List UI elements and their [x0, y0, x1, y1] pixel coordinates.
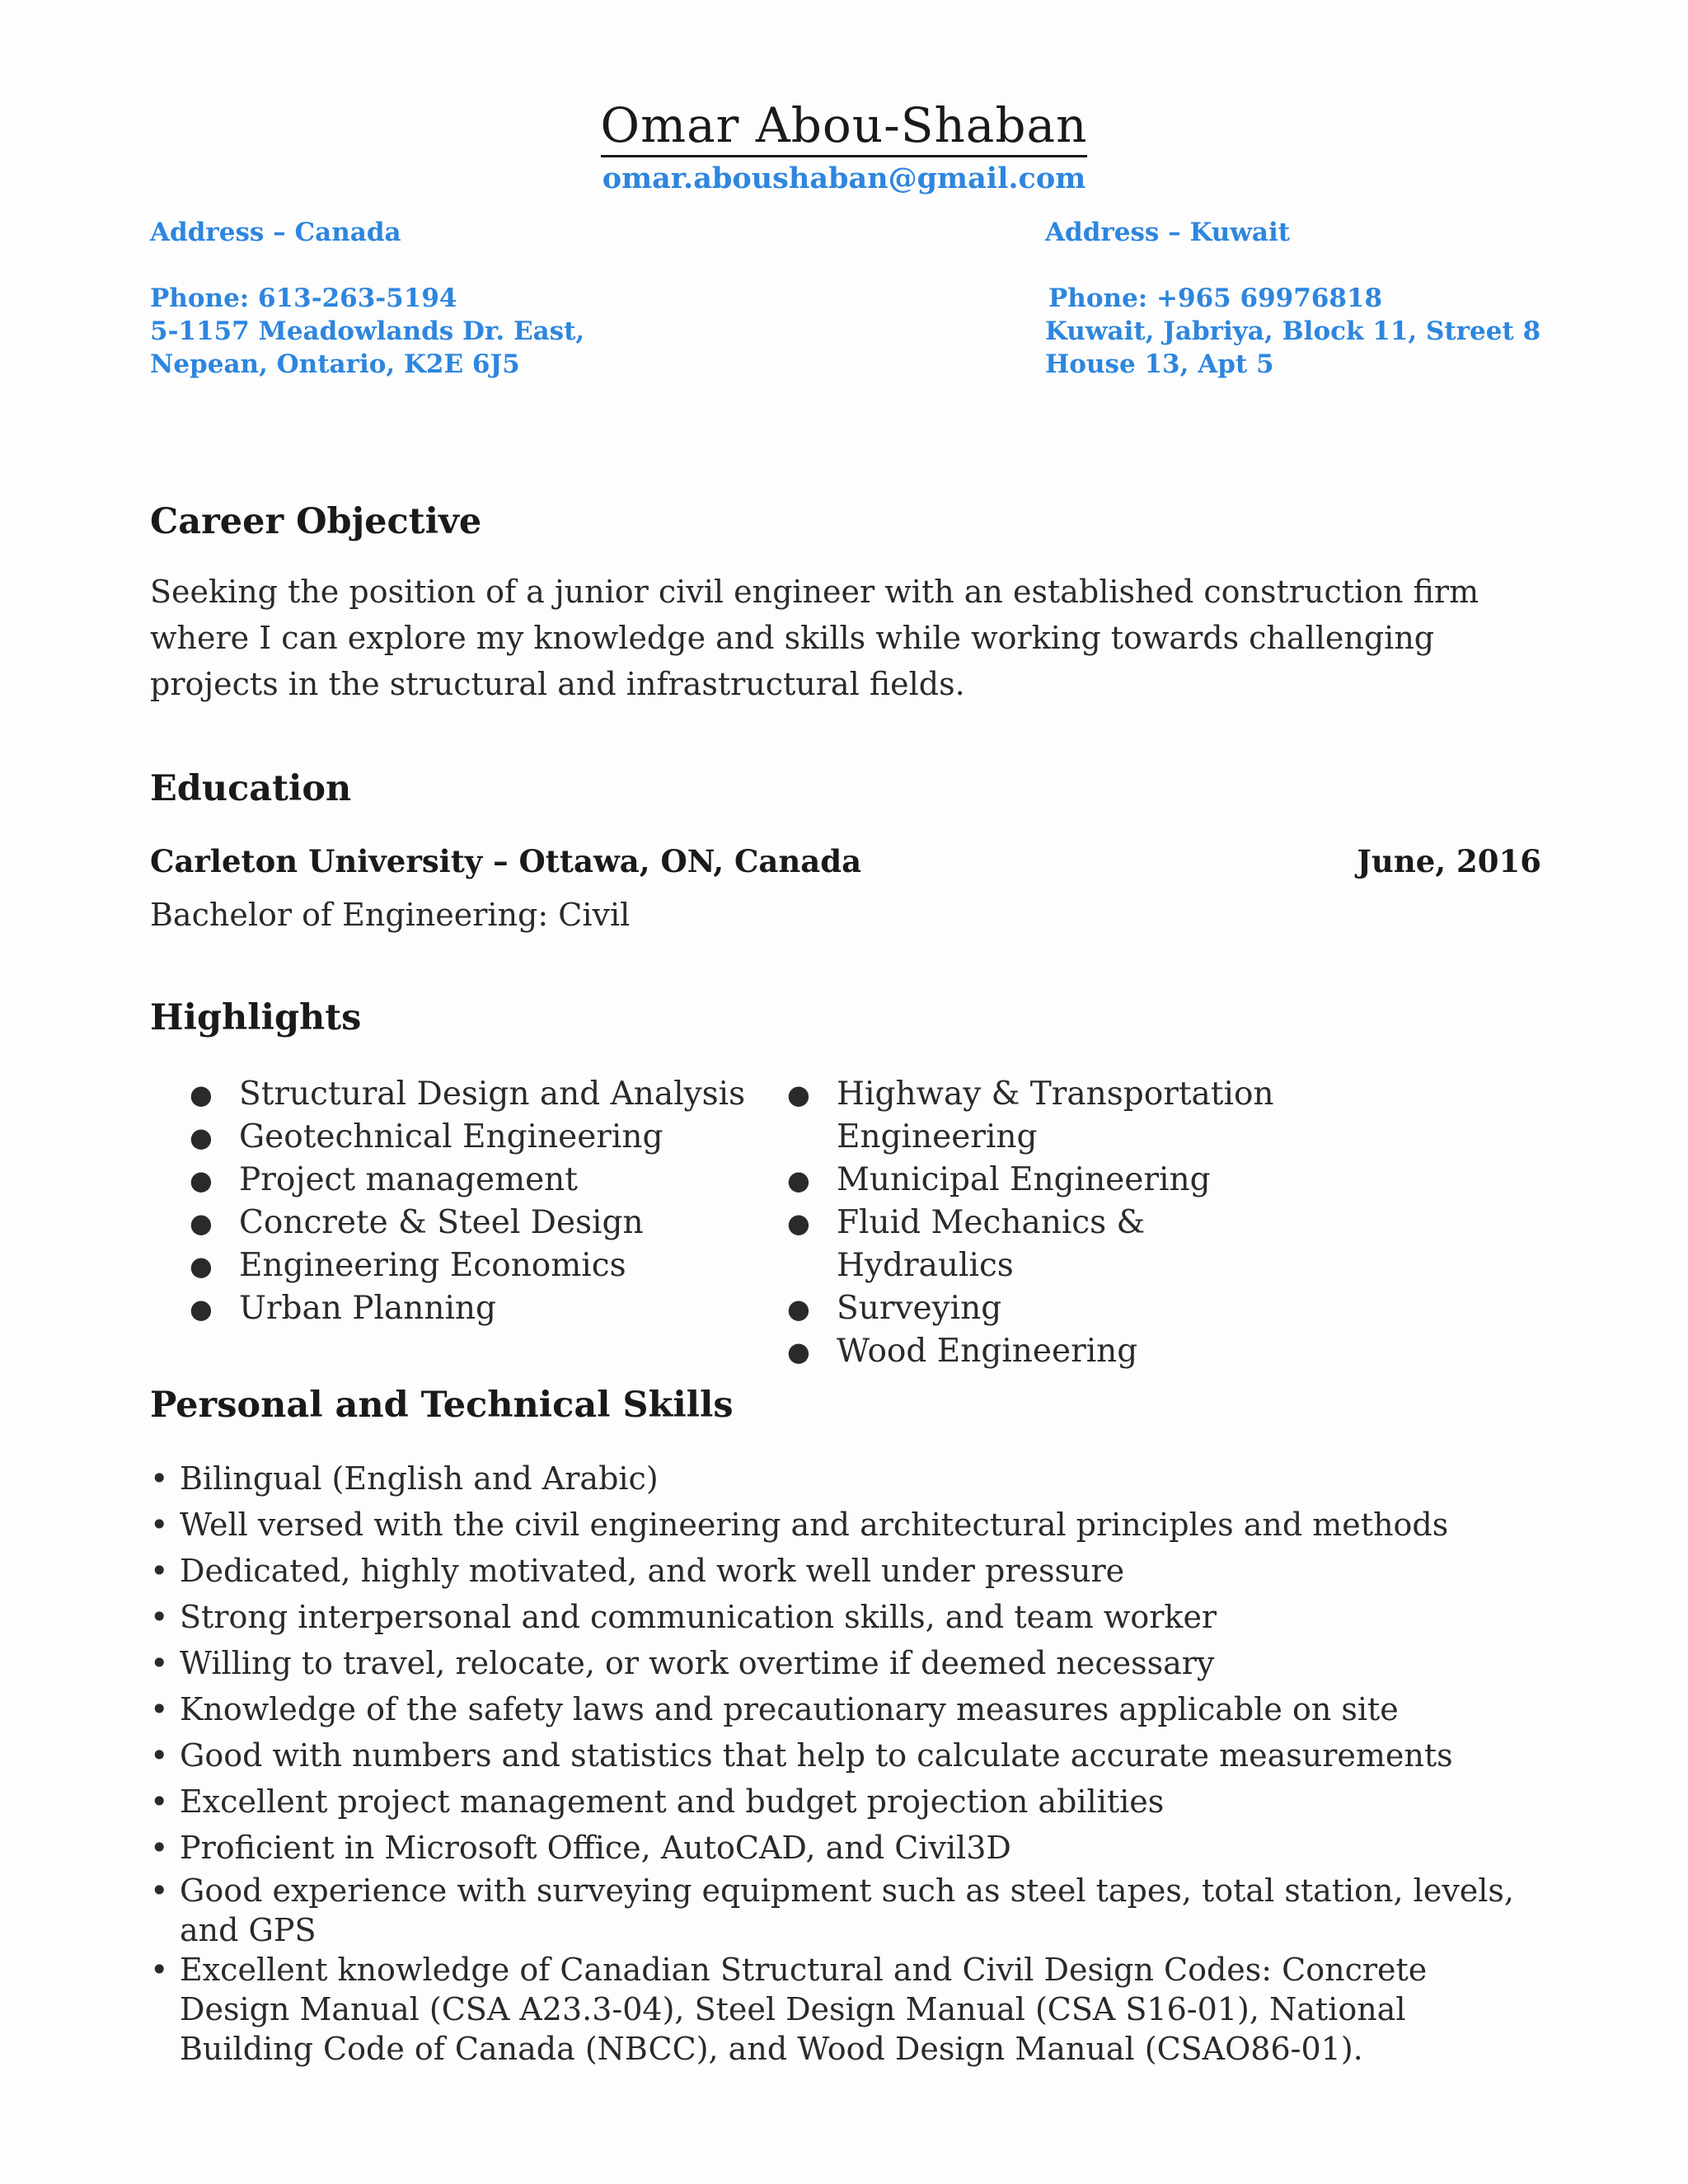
education-title: Education: [150, 768, 352, 809]
skill-item: [150, 1825, 1568, 1871]
education-degree: Bachelor of Engineering: Civil: [150, 897, 631, 933]
highlight-item: [787, 1202, 1315, 1287]
bullet-icon: •: [150, 1553, 169, 1589]
bullet-icon: ●: [190, 1122, 213, 1153]
bullet-icon: •: [150, 1737, 169, 1774]
address-kuwait-line2: House 13, Apt 5: [1045, 349, 1274, 379]
highlight-text: Fluid Mechanics & Hydraulics: [837, 1204, 1146, 1284]
highlight-text: Municipal Engineering: [837, 1161, 1211, 1198]
address-canada-line1: 5-1157 Meadowlands Dr. East,: [150, 316, 585, 346]
highlight-text: Surveying: [837, 1290, 1002, 1327]
skills-list: [150, 1455, 1568, 2069]
bullet-icon: ●: [190, 1250, 213, 1282]
highlights-title: Highlights: [150, 997, 362, 1038]
career-objective-text: Seeking the position of a junior civil engineer with an established construction firm where I can explore my knowledge and skills while working towards challenging projects in the structural and infrastructural fields.: [150, 574, 1479, 702]
highlight-item: [190, 1202, 750, 1244]
bullet-icon: ●: [787, 1336, 810, 1367]
bullet-icon: •: [150, 1507, 169, 1543]
bullet-icon: ●: [190, 1079, 213, 1110]
skill-item: [150, 1871, 1568, 1950]
bullet-icon: ●: [787, 1293, 810, 1324]
highlight-text: Wood Engineering: [837, 1333, 1138, 1370]
education-date: June, 2016: [1357, 843, 1541, 879]
email-address[interactable]: omar.aboushaban@gmail.com: [602, 162, 1086, 195]
skill-item: [150, 1502, 1568, 1548]
bullet-icon: ●: [787, 1207, 810, 1239]
highlight-text: Structural Design and Analysis: [239, 1076, 746, 1113]
skill-text: Knowledge of the safety laws and precautionary measures applicable on site: [180, 1691, 1399, 1727]
address-canada-heading: Address – Canada: [150, 218, 401, 247]
bullet-icon: ●: [787, 1079, 810, 1110]
highlights-right-list: [787, 1073, 1315, 1373]
skill-text: Excellent knowledge of Canadian Structural and Civil Design Codes: Concrete Design Manual (CSA A23.3-04), Steel Design Manual (CSA S16-01), National Building Code of Canada (NBCC), and Wood Design Manual (CSAO86-01).: [180, 1952, 1428, 2067]
address-kuwait-block: [1045, 216, 1540, 381]
phone-canada: Phone: 613-263-5194: [150, 284, 457, 313]
bullet-icon: ●: [787, 1165, 810, 1196]
bullet-icon: •: [150, 1691, 169, 1727]
highlight-text: Urban Planning: [239, 1290, 496, 1327]
bullet-icon: ●: [190, 1207, 213, 1239]
skill-item: [150, 1732, 1568, 1779]
spacer: [1045, 249, 1540, 282]
skill-item: [150, 1455, 1568, 1502]
highlight-item: [787, 1073, 1315, 1159]
skills-title: Personal and Technical Skills: [150, 1385, 734, 1426]
bullet-icon: •: [150, 1645, 169, 1681]
highlight-item: [787, 1330, 1315, 1373]
bullet-icon: •: [150, 1783, 169, 1820]
education-entry: [150, 843, 1541, 879]
candidate-name-text: Omar Abou-Shaban: [601, 97, 1088, 157]
candidate-name: [0, 97, 1688, 153]
education-school: Carleton University – Ottawa, ON, Canada: [150, 843, 862, 879]
bullet-icon: •: [150, 1599, 169, 1635]
skill-item: [150, 1950, 1568, 2069]
bullet-icon: ●: [190, 1293, 213, 1324]
highlight-text: Geotechnical Engineering: [239, 1118, 663, 1155]
highlight-text: Highway & Transportation Engineering: [837, 1076, 1274, 1155]
skill-text: Strong interpersonal and communication skills, and team worker: [180, 1599, 1217, 1635]
skill-text: Good with numbers and statistics that help to calculate accurate measurements: [180, 1737, 1453, 1774]
career-objective-title: Career Objective: [150, 501, 482, 542]
skill-text: Well versed with the civil engineering and architectural principles and methods: [180, 1507, 1449, 1543]
address-kuwait-line1: Kuwait, Jabriya, Block 11, Street 8: [1045, 316, 1541, 346]
highlight-text: Project management: [239, 1161, 578, 1198]
skill-text: Willing to travel, relocate, or work overtime if deemed necessary: [180, 1645, 1215, 1681]
skill-item: [150, 1640, 1568, 1686]
skill-text: Bilingual (English and Arabic): [180, 1460, 659, 1497]
address-canada-line2: Nepean, Ontario, K2E 6J5: [150, 349, 520, 379]
highlight-text: Engineering Economics: [239, 1247, 626, 1284]
highlight-item: [190, 1159, 750, 1202]
skill-text: Proficient in Microsoft Office, AutoCAD, and Civil3D: [180, 1830, 1011, 1866]
skill-text: Good experience with surveying equipment such as steel tapes, total station, levels, and GPS: [180, 1872, 1515, 1948]
skill-item: [150, 1686, 1568, 1732]
address-kuwait-heading: Address – Kuwait: [1045, 218, 1291, 247]
bullet-icon: •: [150, 1460, 169, 1497]
skill-item: [150, 1594, 1568, 1640]
highlight-item: [190, 1073, 750, 1116]
bullet-icon: ●: [190, 1165, 213, 1196]
skill-item: [150, 1779, 1568, 1825]
skill-text: Excellent project management and budget projection abilities: [180, 1783, 1165, 1820]
highlight-item: [190, 1244, 750, 1287]
highlight-text: Concrete & Steel Design: [239, 1204, 644, 1241]
phone-kuwait: Phone: +965 69976818: [1048, 284, 1383, 313]
highlight-item: [787, 1159, 1315, 1202]
bullet-icon: •: [150, 1830, 169, 1866]
skill-text: Dedicated, highly motivated, and work well under pressure: [180, 1553, 1125, 1589]
highlight-item: [787, 1287, 1315, 1330]
spacer: [150, 249, 584, 282]
highlights-left-list: [190, 1073, 750, 1330]
highlight-item: [190, 1287, 750, 1330]
skill-item: [150, 1548, 1568, 1594]
bullet-icon: •: [150, 1952, 169, 1988]
address-canada-block: [150, 216, 584, 381]
bullet-icon: •: [150, 1872, 169, 1909]
highlight-item: [190, 1116, 750, 1159]
